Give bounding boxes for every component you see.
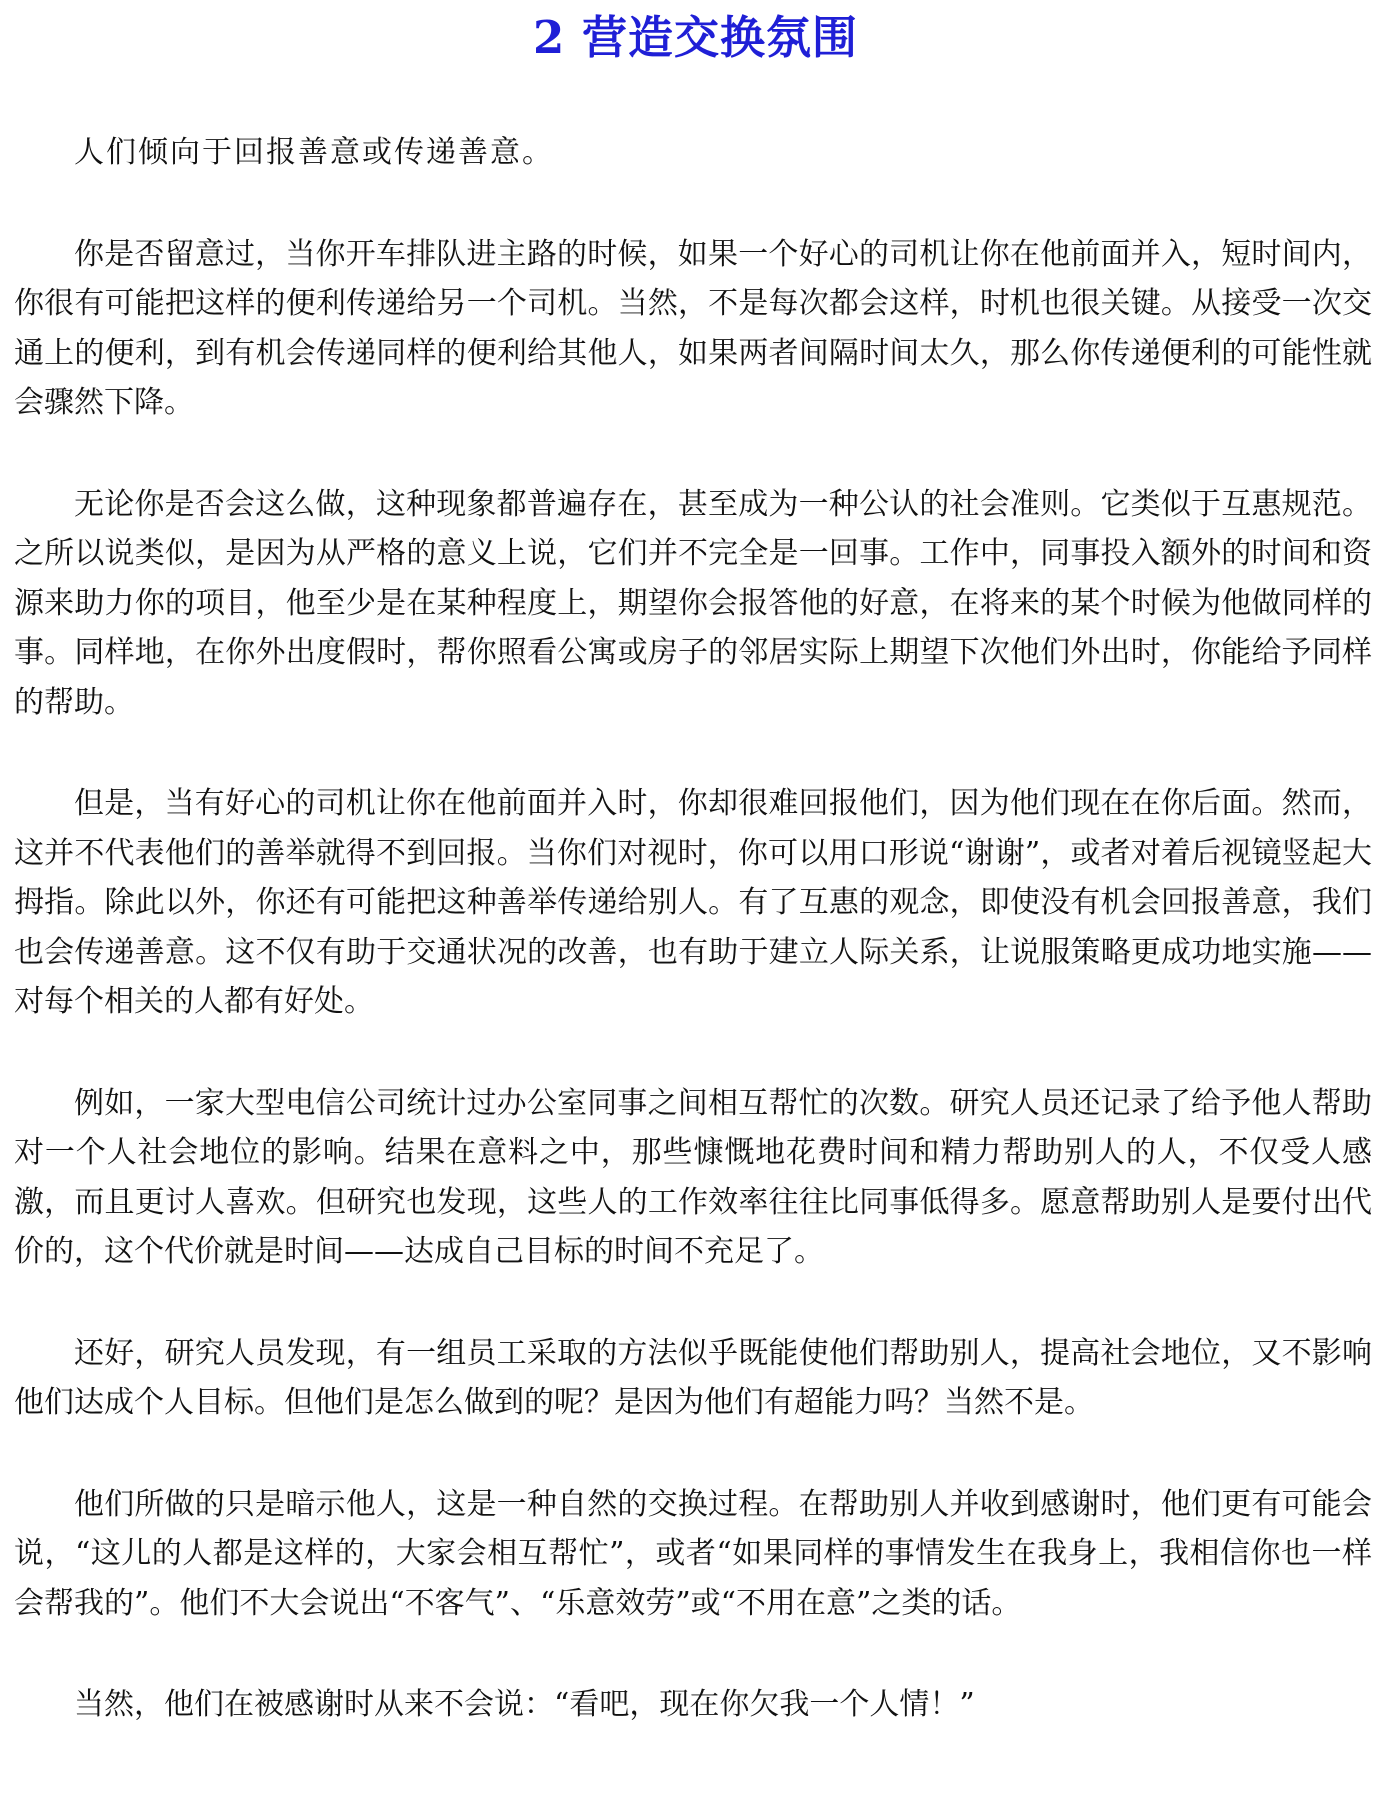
paragraph: 他们所做的只是暗示他人，这是一种自然的交换过程。在帮助别人并收到感谢时，他们更有可能会说，“这儿的人都是这样的，大家会相互帮忙”，或者“如果同样的事情发生在我身上，我相信你也一样会帮我的”。他们不大会说出“不客气”、“乐意效劳”或“不用在意”之类的话。 — [14, 1486, 1372, 1621]
paragraph: 人们倾向于回报善意或传递善意。 — [74, 135, 554, 170]
paragraph: 但是，当有好心的司机让你在他前面并入时，你却很难回报他们，因为他们现在在你后面。然而，这并不代表他们的善举就得不到回报。当你们对视时，你可以用口形说“谢谢”，或者对着后视镜竖起大拇指。除此以外，你还有可能把这种善举传递给别人。有了互惠的观念，即使没有机会回报善意，我们也会传递善意。这不仅有助于交通状况的改善，也有助于建立人际关系，让说服策略更成功地实施——对每个相关的人都有好处。 — [14, 786, 1372, 1019]
section-title: 2 营造交换氛围 — [533, 11, 858, 64]
body-text — [14, 128, 1372, 1730]
paragraph: 当然，他们在被感谢时从来不会说：“看吧，现在你欠我一个人情！” — [74, 1687, 975, 1722]
paragraph: 你是否留意过，当你开车排队进主路的时候，如果一个好心的司机让你在他前面并入，短时间内，你很有可能把这样的便利传递给另一个司机。当然，不是每次都会这样，时机也很关键。从接受一次交通上的便利，到有机会传递同样的便利给其他人，如果两者间隔时间太久，那么你传递便利的可能性就会骤然下降。 — [14, 236, 1372, 420]
paragraph: 例如，一家大型电信公司统计过办公室同事之间相互帮忙的次数。研究人员还记录了给予他人帮助对一个人社会地位的影响。结果在意料之中，那些慷慨地花费时间和精力帮助别人的人，不仅受人感激，而且更讨人喜欢。但研究也发现，这些人的工作效率往往比同事低得多。愿意帮助别人是要付出代价的，这个代价就是时间——达成自己目标的时间不充足了。 — [14, 1085, 1372, 1269]
paragraph: 无论你是否会这么做，这种现象都普遍存在，甚至成为一种公认的社会准则。它类似于互惠规范。之所以说类似，是因为从严格的意义上说，它们并不完全是一回事。工作中，同事投入额外的时间和资源来助力你的项目，他至少是在某种程度上，期望你会报答他的好意，在将来的某个时候为他做同样的事。同样地，在你外出度假时，帮你照看公寓或房子的邻居实际上期望下次他们外出时，你能给予同样的帮助。 — [14, 486, 1372, 720]
paragraph: 还好，研究人员发现，有一组员工采取的方法似乎既能使他们帮助别人，提高社会地位，又不影响他们达成个人目标。但他们是怎么做到的呢？是因为他们有超能力吗？当然不是。 — [14, 1335, 1372, 1420]
